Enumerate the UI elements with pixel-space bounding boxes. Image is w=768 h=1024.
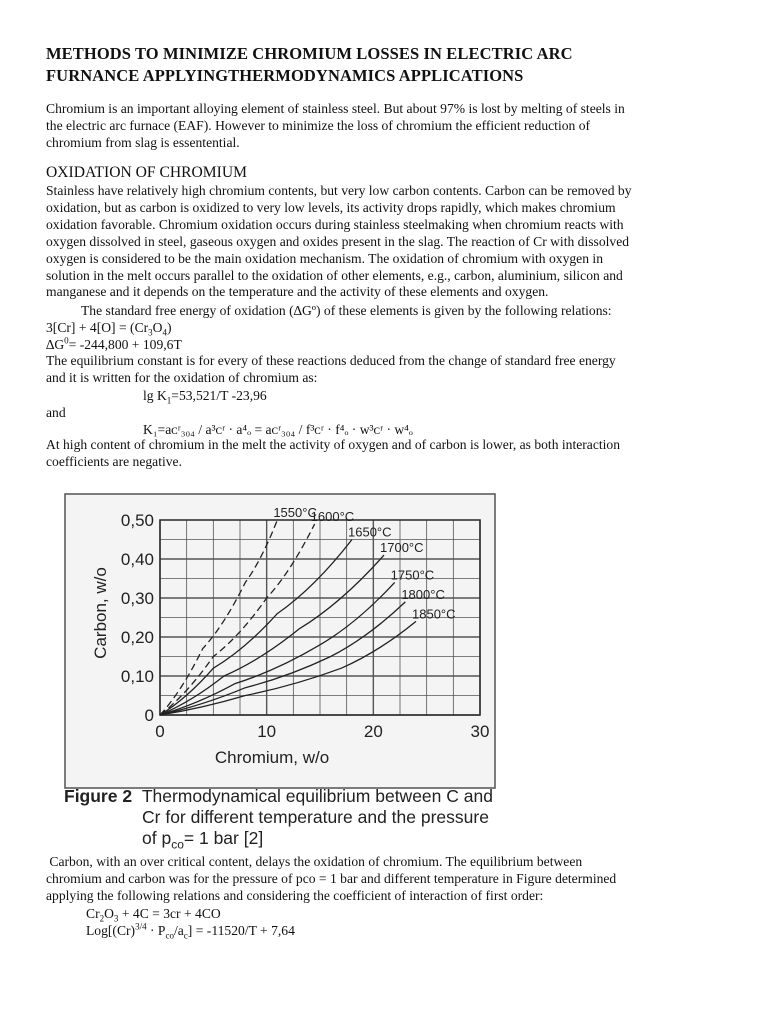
text-line: applying the following relations and considering the coefficient of interaction of first order:	[46, 887, 544, 903]
subscript: 2	[99, 913, 105, 924]
figure-label: Figure 2	[64, 786, 133, 806]
x-tick-label: 30	[470, 722, 490, 741]
carbon-paragraph	[46, 854, 722, 905]
y-tick-label: 0,30	[120, 589, 154, 608]
caption-text: = 1 bar [2]	[183, 828, 264, 848]
caption-line: Thermodynamical equilibrium between C and	[141, 786, 493, 806]
reaction-cr2o3	[86, 905, 221, 922]
section-heading: OXIDATION OF CHROMIUM	[46, 164, 247, 181]
y-axis-label: Carbon, w/o	[91, 567, 110, 659]
superscript: 0	[64, 335, 69, 346]
equation-text: · P	[146, 923, 166, 938]
text-line: coefficients are negative.	[46, 453, 182, 469]
title-line-1: METHODS TO MINIMIZE CHROMIUM LOSSES IN ELECTRIC ARC	[46, 44, 573, 63]
x-tick-label: 0	[155, 722, 165, 741]
text-line: Chromium is an important alloying element of stainless steel. But about 97% is lost by melting of steels in	[46, 101, 625, 116]
equation-text: Log[(Cr)	[86, 923, 136, 938]
subscript: co	[165, 930, 174, 941]
subscript: c	[183, 930, 188, 941]
equilibrium-chart	[64, 493, 496, 789]
chart-svg	[64, 493, 496, 789]
subscript: 1	[166, 395, 172, 406]
high-content-paragraph	[46, 437, 722, 471]
reaction-text: )	[167, 320, 172, 335]
text-line: oxygen dissolved in steel, gaseous oxygen and oxides present in the slag. The reaction of Cr with dissolved	[46, 233, 630, 249]
text-line: chromium from slag is essentential.	[46, 134, 240, 150]
reaction-cr-oxidation	[46, 319, 172, 336]
equation-text: ] = -11520/T + 7,64	[187, 923, 295, 938]
figure-caption	[64, 786, 493, 852]
gibbs-intro: The standard free energy of oxidation (∆Gº) of these elements is given by the following relations:	[81, 303, 612, 318]
caption-line: Cr for different temperature and the pressure	[142, 807, 489, 827]
text-line: oxidation, but as carbon is oxidized to very low levels, its activity drops rapidly, which makes chromium	[46, 199, 616, 215]
equilibrium-paragraph	[46, 353, 722, 387]
text-line: At high content of chromium in the melt the activity of oxygen and of carbon is lower, as both interaction	[46, 437, 621, 452]
caption-text: of p	[142, 828, 172, 848]
k1-equation: K₁=aᴄʳ₃₀₄ / a³ᴄʳ · a⁴ₒ = aᴄʳ₃₀₄ / f³ᴄʳ · f⁴ₒ · w³ᴄʳ · w⁴ₒ	[143, 422, 413, 437]
text-line: Carbon, with an over critical content, delays the oxidation of chromium. The equilibrium between	[46, 854, 583, 869]
y-tick-label: 0,10	[120, 667, 154, 686]
equation-text: = -244,800 + 109,6T	[68, 337, 182, 352]
subscript: 3	[148, 327, 153, 338]
superscript: 3/4	[135, 921, 147, 932]
reaction-text: O	[152, 320, 163, 335]
reaction-text: + 4C = 3cr + 4CO	[121, 906, 221, 921]
delta-g-equation	[46, 336, 182, 353]
y-tick-label: 0,50	[120, 511, 154, 530]
series-label: 1650°C	[348, 524, 392, 540]
caption-line-3	[64, 828, 493, 852]
subscript: 4	[162, 327, 167, 338]
x-axis-label: Chromium, w/o	[214, 748, 330, 767]
text-line: solution in the melt occurs parallel to the oxidation of other elements, e.g., carbon, aluminium, silicon and	[46, 267, 623, 283]
series-label: 1750°C	[390, 567, 435, 583]
reaction-text: O	[104, 906, 114, 921]
text-line: manganese and it depends on the temperature and the activity of these elements and oxygen.	[46, 284, 549, 300]
and-word: and	[46, 405, 66, 420]
text-line: Stainless have relatively high chromium contents, but very low carbon contents. Carbon can be removed by	[46, 183, 632, 198]
series-label: 1700°C	[380, 540, 424, 556]
series-label: 1850°C	[412, 606, 456, 622]
caption-subscript: co	[171, 837, 184, 852]
text-line: and it is written for the oxidation of chromium as:	[46, 369, 318, 385]
y-tick-label: 0,40	[120, 550, 154, 569]
x-tick-label: 10	[257, 722, 277, 741]
reaction-text: 3[Cr] + 4[O] = (Cr	[46, 320, 149, 335]
title-line-2: FURNANCE APPLYINGTHERMODYNAMICS APPLICATIONS	[46, 66, 524, 85]
text-line: oxygen is considered to be the main oxidation mechanism. The oxidation of chromium with oxygen in	[46, 250, 603, 266]
intro-paragraph	[46, 101, 722, 152]
log-equation	[86, 922, 295, 939]
x-tick-label: 20	[363, 722, 383, 741]
equation-text: =53,521/T -23,96	[171, 388, 267, 403]
text-line: The equilibrium constant is for every of these reactions deduced from the change of standard free energy	[46, 353, 616, 368]
equation-text: lg K	[143, 388, 167, 403]
text-line: oxidation favorable. Chromium oxidation occurs during stainless steelmaking when chromium reacts with	[46, 216, 624, 232]
series-label: 1600°C	[310, 508, 355, 524]
series-label: 1550°C	[273, 505, 317, 520]
oxidation-paragraph	[46, 183, 722, 301]
y-tick-label: 0	[144, 706, 154, 725]
reaction-text: Cr	[86, 906, 100, 921]
lg-k-equation	[143, 387, 267, 404]
equation-text: ∆G	[46, 337, 65, 352]
subscript: 3	[113, 913, 119, 924]
y-tick-label: 0,20	[120, 628, 154, 647]
text-line: chromium and carbon was for the pressure of pco = 1 bar and different temperature in Figure determined	[46, 870, 617, 886]
document-title	[46, 43, 722, 87]
text-line: the electric arc furnace (EAF). However to minimize the loss of chromium the efficient reduction of	[46, 117, 591, 133]
series-label: 1800°C	[401, 586, 445, 602]
equation-text: /a	[173, 923, 184, 938]
